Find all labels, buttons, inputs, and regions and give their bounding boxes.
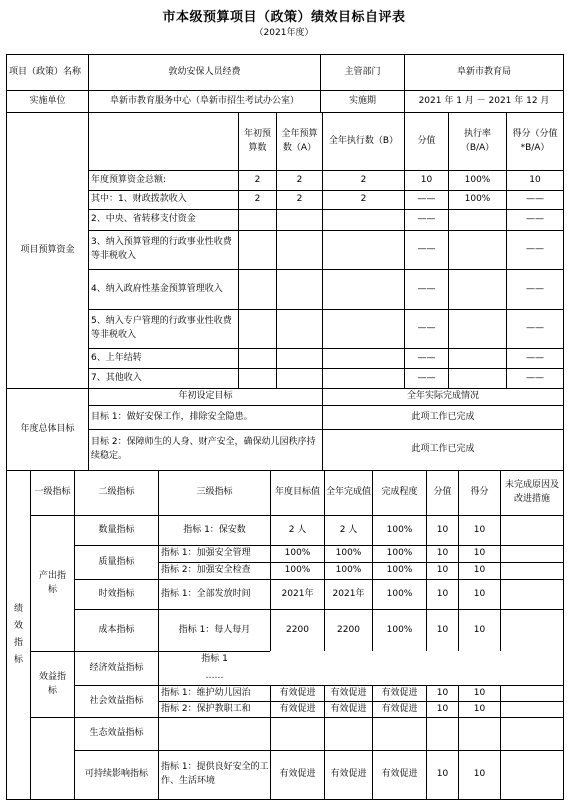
budget-head-exec: 全年执行数（B） <box>322 112 404 170</box>
budget-row-7-points: —— <box>506 348 564 368</box>
budget-head-score: 分值 <box>404 112 448 170</box>
perf-time-score: 10 <box>426 579 458 609</box>
budget-row-7-label: 6、上年结转 <box>88 348 238 368</box>
budget-row-4-rate <box>448 230 506 269</box>
budget-row-5-rate <box>448 269 506 309</box>
budget-row-7-rate <box>448 348 506 368</box>
perf-cost-points: 10 <box>458 609 500 651</box>
budget-row-7-exec <box>322 348 404 368</box>
budget-head-rate: 执行率（B/A） <box>448 112 506 170</box>
perf-sustain-degree: 有效促进 <box>372 750 426 800</box>
budget-row-2-full: 2 <box>276 190 322 209</box>
budget-row-4-initial <box>238 230 276 269</box>
perf-quality2-score: 10 <box>426 562 458 579</box>
unit-label: 实施单位 <box>6 90 88 112</box>
budget-row-6-rate <box>448 309 506 348</box>
eco-actual-blank <box>324 717 372 750</box>
goals-head-target: 年初设定目标 <box>88 388 322 405</box>
perf-quality1-target: 100% <box>270 545 324 562</box>
budget-row-3-full <box>276 209 322 230</box>
period-value: 2021 年 1 月 － 2021 年 12 月 <box>404 90 564 112</box>
budget-row-8-rate <box>448 368 506 388</box>
perf-social1-target: 有效促进 <box>270 685 324 701</box>
perf-time-target: 2021年 <box>270 579 324 609</box>
perf-l2-sustain: 可持续影响指标 <box>74 750 158 800</box>
perf-cost-name: 指标 1：每人每月 <box>158 609 270 651</box>
perf-head-target: 年度目标值 <box>270 470 324 515</box>
perf-quantity-name: 指标 1：保安数 <box>158 515 270 545</box>
budget-row-6-score: —— <box>404 309 448 348</box>
goals-head-actual: 全年实际完成情况 <box>322 388 564 405</box>
period-label: 实施期 <box>320 90 404 112</box>
budget-row-1-full: 2 <box>276 170 322 190</box>
perf-quality2-name: 指标 2：加强安全检查 <box>158 562 270 579</box>
goal-2-actual: 此项工作已完成 <box>322 429 564 470</box>
perf-quantity-score: 10 <box>426 515 458 545</box>
perf-cost-score: 10 <box>426 609 458 651</box>
budget-row-7-score: —— <box>404 348 448 368</box>
perf-sustain-target: 有效促进 <box>270 750 324 800</box>
perf-head-reason: 未完成原因及改进措施 <box>500 470 564 515</box>
budget-row-4-points: —— <box>506 230 564 269</box>
budget-row-3-points: —— <box>506 209 564 230</box>
budget-row-2-rate: 100% <box>448 190 506 209</box>
budget-row-8-full <box>276 368 322 388</box>
perf-quantity-degree: 100% <box>372 515 426 545</box>
econ-row-2-blank <box>270 668 564 685</box>
perf-social2-score: 10 <box>426 701 458 717</box>
perf-l2-time: 时效指标 <box>74 579 158 609</box>
budget-row-1-exec: 2 <box>322 170 404 190</box>
budget-head-points: 得分（分值*B/A） <box>506 112 564 170</box>
perf-quality1-points: 10 <box>458 545 500 562</box>
perf-social2-reason <box>500 701 564 717</box>
budget-row-5-exec <box>322 269 404 309</box>
perf-sustain-actual: 有效促进 <box>324 750 372 800</box>
perf-quantity-actual: 2 人 <box>324 515 372 545</box>
perf-quality1-actual: 100% <box>324 545 372 562</box>
perf-l2-economic: 经济效益指标 <box>74 651 158 685</box>
eco-indicator-blank <box>158 717 270 750</box>
perf-l2-quantity: 数量指标 <box>74 515 158 545</box>
budget-row-2-label: 其中：1、财政拨款收入 <box>88 190 238 209</box>
perf-l2-quality: 质量指标 <box>74 545 158 579</box>
budget-row-5-points: —— <box>506 269 564 309</box>
budget-row-6-full <box>276 309 322 348</box>
perf-social1-degree: 有效促进 <box>372 685 426 701</box>
perf-l1-benefit: 效益指标 <box>30 651 74 717</box>
budget-row-3-rate <box>448 209 506 230</box>
dept-label: 主管部门 <box>320 54 404 90</box>
perf-quality1-name: 指标 1：加强安全管理 <box>158 545 270 562</box>
perf-head-l1: 一级指标 <box>30 470 74 515</box>
perf-quality2-points: 10 <box>458 562 500 579</box>
budget-row-8-initial <box>238 368 276 388</box>
project-name-label: 项目（政策）名称 <box>6 54 88 90</box>
eco-degree-blank <box>372 717 426 750</box>
budget-row-2-initial: 2 <box>238 190 276 209</box>
budget-row-3-initial <box>238 209 276 230</box>
perf-time-actual: 2021年 <box>324 579 372 609</box>
perf-social2-points: 10 <box>458 701 500 717</box>
budget-row-4-label: 3、纳入预算管理的行政事业性收费等非税收入 <box>88 230 238 269</box>
perf-social1-reason <box>500 685 564 701</box>
perf-social2-degree: 有效促进 <box>372 701 426 717</box>
budget-row-1-score: 10 <box>404 170 448 190</box>
perf-quality2-actual: 100% <box>324 562 372 579</box>
budget-row-5-label: 4、纳入政府性基金预算管理收入 <box>88 269 238 309</box>
perf-sustain-score: 10 <box>426 750 458 800</box>
budget-head-full: 全年预算数（A） <box>276 112 322 170</box>
perf-sustain-points: 10 <box>458 750 500 800</box>
perf-time-reason <box>500 579 564 609</box>
perf-head-actual: 全年完成值 <box>324 470 372 515</box>
form-title: 市本级预算项目（政策）绩效目标自评表 <box>162 10 406 25</box>
budget-row-4-score: —— <box>404 230 448 269</box>
perf-quality1-degree: 100% <box>372 545 426 562</box>
perf-social2-target: 有效促进 <box>270 701 324 717</box>
perf-time-name: 指标 1：全部发放时间 <box>158 579 270 609</box>
budget-section-label: 项目预算资金 <box>6 112 88 388</box>
perf-quantity-points: 10 <box>458 515 500 545</box>
budget-row-6-points: —— <box>506 309 564 348</box>
perf-cost-degree: 100% <box>372 609 426 651</box>
budget-row-1-label: 年度预算资金总额: <box>88 170 238 190</box>
budget-row-5-score: —— <box>404 269 448 309</box>
perf-cost-actual: 2200 <box>324 609 372 651</box>
perf-quantity-reason <box>500 515 564 545</box>
perf-quality2-target: 100% <box>270 562 324 579</box>
perf-social1-actual: 有效促进 <box>324 685 372 701</box>
perf-quality2-reason <box>500 562 564 579</box>
perf-social1-score: 10 <box>426 685 458 701</box>
budget-head-blank <box>88 112 238 170</box>
perf-sustain-reason <box>500 750 564 800</box>
perf-sustain-name: 指标 1：提供良好安全的工作、生活环境 <box>158 750 270 800</box>
budget-row-1-initial: 2 <box>238 170 276 190</box>
perf-quantity-target: 2 人 <box>270 515 324 545</box>
perf-l2-eco: 生态效益指标 <box>74 717 158 750</box>
econ-indicator-1: 指标 1 <box>158 651 270 668</box>
budget-row-2-score: —— <box>404 190 448 209</box>
budget-row-1-points: 10 <box>506 170 564 190</box>
perf-cost-reason <box>500 609 564 651</box>
budget-row-6-exec <box>322 309 404 348</box>
perf-social2-name: 指标 2：保护教职工和 <box>158 701 270 717</box>
budget-row-8-score: —— <box>404 368 448 388</box>
perf-side-label: 绩效指标 <box>6 470 30 800</box>
perf-l2-social: 社会效益指标 <box>74 685 158 717</box>
perf-l2-cost: 成本指标 <box>74 609 158 651</box>
dept-value: 阜新市教育局 <box>404 54 564 90</box>
budget-row-6-initial <box>238 309 276 348</box>
goal-1-actual: 此项工作已完成 <box>322 405 564 429</box>
econ-row-1-blank <box>270 651 564 668</box>
project-name-value: 敦幼安保人员经费 <box>88 54 320 90</box>
perf-quality2-degree: 100% <box>372 562 426 579</box>
perf-l1-output: 产出指标 <box>30 515 74 651</box>
perf-social1-name: 指标 1：维护幼儿园治 <box>158 685 270 701</box>
budget-row-6-label: 5、纳入专户管理的行政事业性收费等非税收入 <box>88 309 238 348</box>
perf-cost-target: 2200 <box>270 609 324 651</box>
budget-row-4-full <box>276 230 322 269</box>
unit-value: 阜新市教育服务中心（阜新市招生考试办公室） <box>88 90 320 112</box>
perf-head-l3: 三级指标 <box>158 470 270 515</box>
budget-row-3-label: 2、中央、省转移支付资金 <box>88 209 238 230</box>
eco-score-blank <box>426 717 458 750</box>
goal-2-target: 目标 2：保障师生的人身、财产安全，确保幼儿园秩序持续稳定。 <box>88 429 322 470</box>
perf-time-points: 10 <box>458 579 500 609</box>
budget-row-8-points: —— <box>506 368 564 388</box>
perf-social2-actual: 有效促进 <box>324 701 372 717</box>
budget-row-5-full <box>276 269 322 309</box>
perf-quality1-score: 10 <box>426 545 458 562</box>
eco-target-blank <box>270 717 324 750</box>
eco-reason-blank <box>500 717 564 750</box>
perf-head-degree: 完成程度 <box>372 470 426 515</box>
perf-head-points: 得分 <box>458 470 500 515</box>
budget-row-3-exec <box>322 209 404 230</box>
perf-l1-blank <box>30 717 74 800</box>
perf-social1-points: 10 <box>458 685 500 701</box>
budget-row-2-points: —— <box>506 190 564 209</box>
budget-head-initial: 年初预算数 <box>238 112 276 170</box>
budget-row-1-rate: 100% <box>448 170 506 190</box>
goals-section-label: 年度总体目标 <box>6 388 88 470</box>
perf-quality1-reason <box>500 545 564 562</box>
budget-row-4-exec <box>322 230 404 269</box>
perf-time-degree: 100% <box>372 579 426 609</box>
budget-row-8-exec <box>322 368 404 388</box>
eco-points-blank <box>458 717 500 750</box>
budget-row-8-label: 7、其他收入 <box>88 368 238 388</box>
perf-head-l2: 二级指标 <box>74 470 158 515</box>
perf-head-score: 分值 <box>426 470 458 515</box>
form-year: （2021年度） <box>254 28 314 38</box>
budget-row-7-full <box>276 348 322 368</box>
budget-row-5-initial <box>238 269 276 309</box>
budget-row-7-initial <box>238 348 276 368</box>
budget-row-3-score: —— <box>404 209 448 230</box>
goal-1-target: 目标 1：做好安保工作，排除安全隐患。 <box>88 405 322 429</box>
budget-row-2-exec: 2 <box>322 190 404 209</box>
econ-indicator-2: …… <box>158 668 270 685</box>
